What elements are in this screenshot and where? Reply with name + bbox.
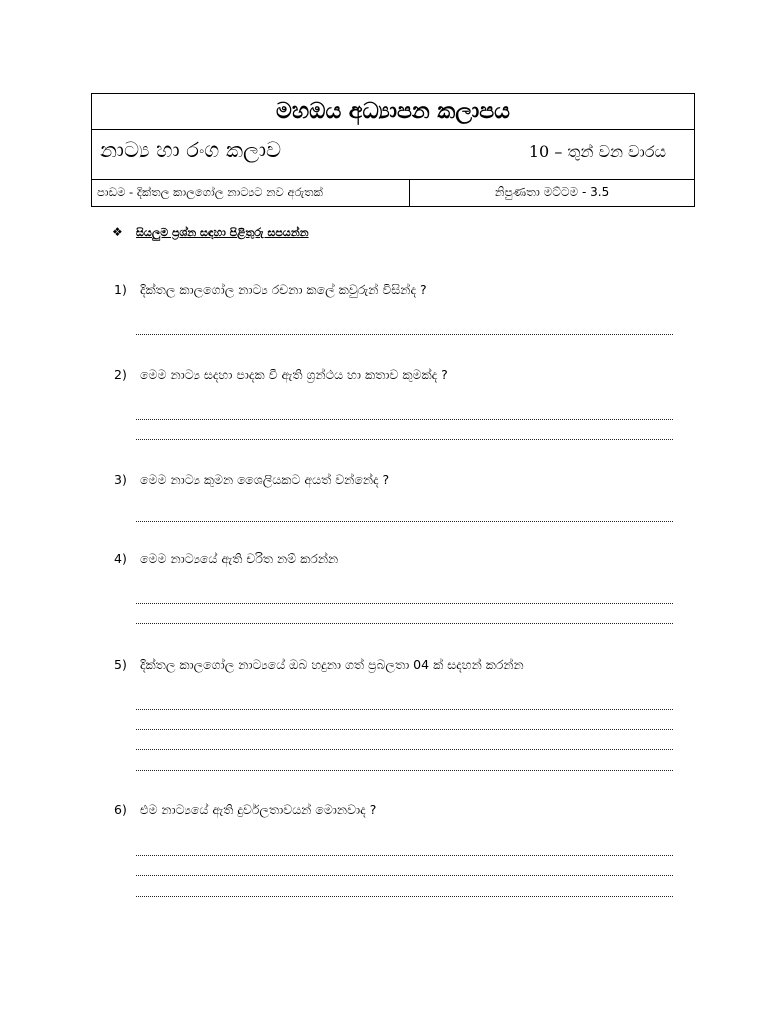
header-table — [91, 93, 695, 207]
answer-line[interactable] — [136, 749, 673, 750]
question-text: මෙම නාට්‍ය කුමන ශෛලියකට අයත් වන්නේද ? — [139, 472, 390, 487]
answer-line[interactable] — [136, 709, 673, 710]
question-text: මෙම නාට්‍යයේ ඇති චරිත නම් කරන්න — [139, 551, 339, 566]
question-3 — [114, 472, 389, 488]
question-text: මෙම නාට්‍ය සදහා පාදක වී ඇති ග්‍රන්ථය හා කතාව කුමක්ද ? — [139, 367, 448, 382]
answer-line[interactable] — [136, 855, 673, 856]
subject-title: නාට්‍ය හා රංග කලාව — [100, 138, 282, 162]
answer-line[interactable] — [136, 334, 673, 335]
grade-term: 10 – තුන් වන වාරය — [528, 142, 666, 161]
answer-line[interactable] — [136, 439, 673, 440]
school-title: මහඔය අධ්‍යාපන කලාපය — [92, 94, 694, 130]
answer-line[interactable] — [136, 896, 673, 897]
competency-level: නිපුණතා මට්ටම - 3.5 — [494, 185, 610, 199]
question-number: 2) — [114, 367, 127, 382]
question-text: දික්තල කාලගෝල නාට්‍ය රචනා කලේ කවුරුන් විසින්ද ? — [139, 282, 427, 297]
question-number: 6) — [114, 802, 127, 817]
answer-line[interactable] — [136, 875, 673, 876]
answer-line[interactable] — [136, 770, 673, 771]
answer-line[interactable] — [136, 521, 673, 522]
instruction-text: සියලුම ප්‍රශ්න සඳහා පිළිතුරු සපයන්න — [136, 226, 309, 239]
answer-line[interactable] — [136, 729, 673, 730]
answer-line[interactable] — [136, 419, 673, 420]
question-5 — [114, 657, 524, 673]
question-4 — [114, 551, 338, 567]
lesson-row — [92, 180, 694, 206]
lesson-title: පාඩම - දික්තල කාලගෝල නාට්‍යට නව අරුතක් — [92, 180, 410, 206]
question-text: දික්තල කාලගෝල නාට්‍යයේ ඔබ හදුනා ගත් ප්‍රබලතා 04 ක් සදහන් කරන්න — [139, 657, 524, 672]
question-1 — [114, 282, 427, 298]
question-6 — [114, 802, 376, 818]
question-number: 1) — [114, 282, 127, 297]
question-number: 4) — [114, 551, 127, 566]
diamond-bullet-icon: ❖ — [112, 225, 123, 239]
question-number: 3) — [114, 472, 127, 487]
instruction — [112, 225, 309, 240]
question-2 — [114, 367, 448, 383]
question-number: 5) — [114, 657, 127, 672]
question-text: එම නාට්‍යයේ ඇති දුර්වලතාවයන් මොනවාද ? — [139, 802, 377, 817]
answer-line[interactable] — [136, 603, 673, 604]
subject-row — [92, 130, 694, 180]
answer-line[interactable] — [136, 623, 673, 624]
